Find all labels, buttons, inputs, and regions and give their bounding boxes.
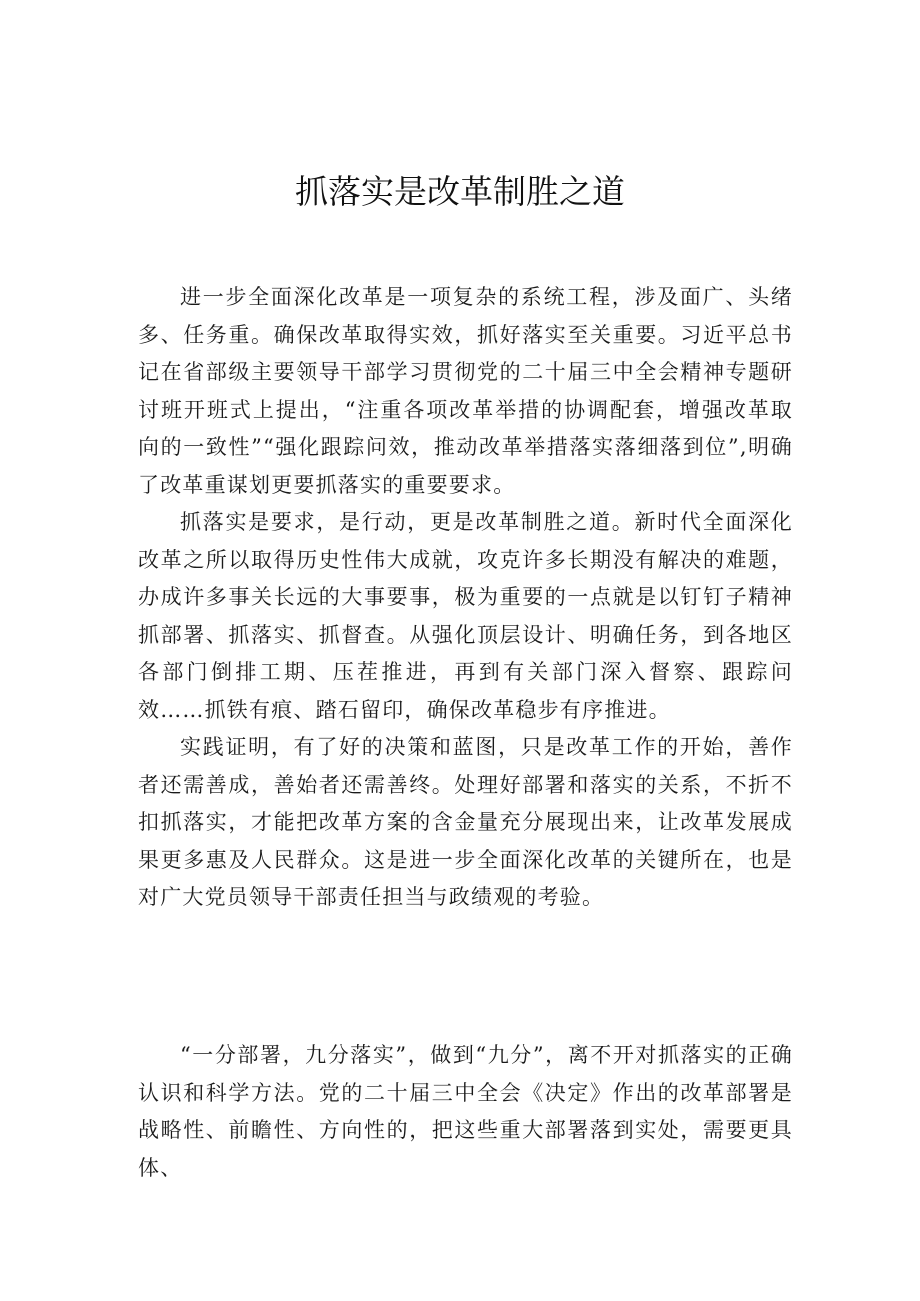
- paragraph-4: “一分部署，九分落实”，做到“九分”，离不开对抓落实的正确认识和科学方法。党的二十届三中全会《决定》作出的改革部署是战略性、前瞻性、方向性的，把这些重大部署落到实处，需要更具体、: [138, 1043, 793, 1180]
- paragraph-1: 进一步全面深化改革是一项复杂的系统工程，涉及面广、头绪多、任务重。确保改革取得实效，抓好落实至关重要。习近平总书记在省部级主要领导干部学习贯彻党的二十届三中全会精神专题研讨班开班式上提出，“注重各项改革举措的协调配套，增强改革取向的一致性”“强化跟踪问效，推动改革举措落实落细落到位”,明确了改革重谋划更要抓落实的重要要求。: [138, 285, 793, 497]
- paragraph-2: 抓落实是要求，是行动，更是改革制胜之道。新时代全面深化改革之所以取得历史性伟大成就，攻克许多长期没有解决的难题，办成许多事关长远的大事要事，极为重要的一点就是以钉钉子精神抓部署、抓落实、抓督查。从强化顶层设计、明确任务，到各地区各部门倒排工期、压茬推进，再到有关部门深入督察、跟踪问效……抓铁有痕、踏石留印，确保改革稳步有序推进。: [138, 510, 793, 722]
- paragraph-3: 实践证明，有了好的决策和蓝图，只是改革工作的开始，善作者还需善成，善始者还需善终。处理好部署和落实的关系，不折不扣抓落实，才能把改革方案的含金量充分展现出来，让改革发展成果更多惠及人民群众。这是进一步全面深化改革的关键所在，也是对广大党员领导干部责任担当与政绩观的考验。: [138, 735, 793, 909]
- page-title: 抓落实是改革制胜之道: [295, 172, 625, 211]
- body-text-section-1: [138, 279, 793, 917]
- body-text-section-2: [138, 1037, 793, 1187]
